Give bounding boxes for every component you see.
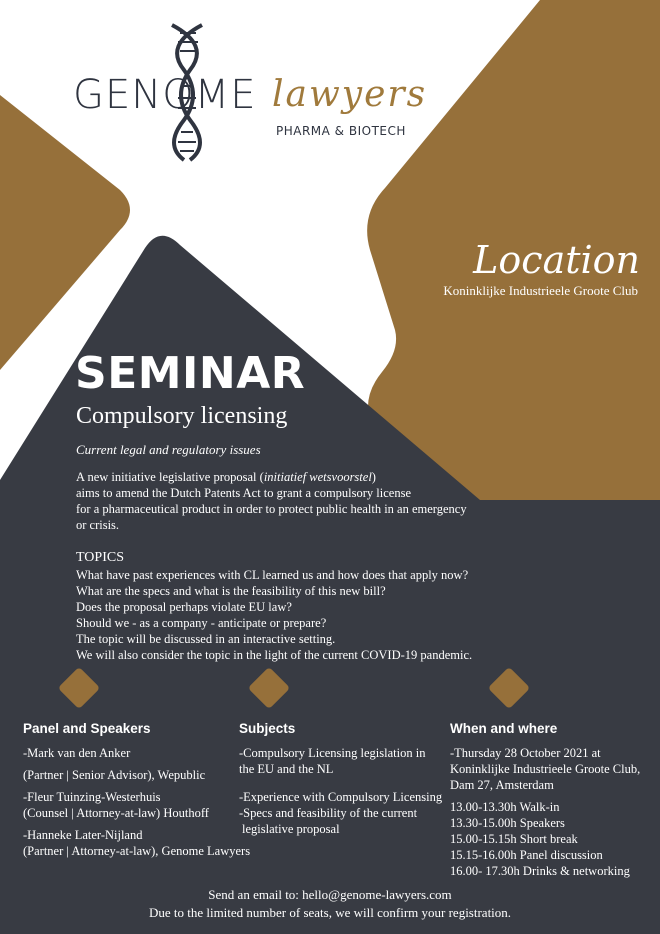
when-line: Dam 27, Amsterdam [450, 778, 554, 792]
speaker-role: (Counsel | Attorney-at-law) Houthoff [23, 806, 209, 820]
subject-line: -Specs and feasibility of the current [239, 806, 418, 820]
intro-line-1 [76, 469, 496, 485]
topic-line: We will also consider the topic in the light of the current COVID-19 pandemic. [76, 648, 473, 662]
footer-email: Send an email to: hello@genome-lawyers.com [208, 887, 452, 902]
subjects-list [239, 745, 449, 837]
logo-brand-right: lawyers [272, 74, 428, 115]
logo-brand-left: GENOME [73, 72, 257, 118]
speaker-name: -Hanneke Later-Nijland [23, 828, 143, 842]
seminar-tagline: Current legal and regulatory issues [76, 442, 261, 457]
topic-line: What have past experiences with CL learned us and how does that apply now? [76, 568, 469, 582]
intro-italic: initiatief wetsvoorstel [263, 470, 372, 484]
topic-line: The topic will be discussed in an interactive setting. [76, 632, 336, 646]
topics-heading: TOPICS [76, 550, 124, 565]
location-venue: Koninklijke Industrieele Groote Club [443, 283, 638, 298]
when-heading: When and where [450, 721, 558, 736]
speaker-role: (Partner | Attorney-at-law), Genome Lawyers [23, 844, 251, 858]
logo-subtitle: PHARMA & BIOTECH [276, 124, 406, 138]
speaker-name: -Fleur Tuinzing-Westerhuis [23, 790, 161, 804]
schedule-item: 15.00-15.15h Short break [450, 832, 578, 846]
subject-line: the EU and the NL [239, 762, 334, 776]
speaker-name: -Mark van den Anker [23, 746, 131, 760]
panel-heading: Panel and Speakers [23, 721, 151, 736]
schedule-item: 16.00- 17.30h Drinks & networking [450, 864, 630, 878]
intro-line: or crisis. [76, 518, 120, 532]
location-title: Location [473, 238, 640, 282]
subject-line: legislative proposal [242, 822, 340, 836]
panel-list [23, 745, 251, 859]
topic-line: What are the specs and what is the feasibility of this new bill? [76, 584, 386, 598]
seminar-intro [76, 469, 496, 533]
footer-note: Due to the limited number of seats, we will confirm your registration. [148, 905, 512, 920]
intro-line: aims to amend the Dutch Patents Act to grant a compulsory license [76, 486, 411, 500]
subject-line: -Experience with Compulsory Licensing [239, 790, 443, 804]
when-line: -Thursday 28 October 2021 at [450, 746, 601, 760]
intro-line: for a pharmaceutical product in order to protect public health in an emergency [76, 502, 467, 516]
when-line: Koninklijke Industrieele Groote Club, [450, 762, 641, 776]
intro-post: ) [371, 470, 376, 484]
topic-line: Should we - as a company - anticipate or prepare? [76, 616, 327, 630]
subjects-heading: Subjects [239, 721, 296, 736]
schedule-item: 15.15-16.00h Panel discussion [450, 848, 603, 862]
subject-line: -Compulsory Licensing legislation in [239, 746, 426, 760]
topics-section [76, 550, 516, 663]
seminar-title: SEMINAR [75, 348, 306, 399]
when-list [450, 745, 655, 879]
speaker-role: (Partner | Senior Advisor), Wepublic [23, 768, 206, 782]
seminar-subtitle: Compulsory licensing [76, 403, 288, 429]
topic-line: Does the proposal perhaps violate EU law? [76, 600, 292, 614]
schedule-item: 13.30-15.00h Speakers [450, 816, 565, 830]
schedule-item: 13.00-13.30h Walk-in [450, 800, 560, 814]
intro-pre: A new initiative legislative proposal ( [76, 470, 264, 484]
